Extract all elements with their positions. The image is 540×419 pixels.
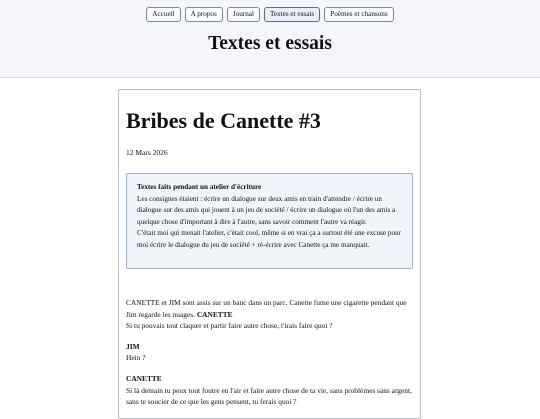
workshop-note-title: Textes faits pendant un atelier d'écriture: [137, 183, 262, 191]
article-card: [118, 89, 421, 419]
nav-item-a-propos[interactable]: A propos: [185, 7, 223, 22]
dialogue-intro: [126, 297, 416, 332]
workshop-note-paragraph: C'était moi qui menait l'atelier, c'était cool, même si en vrai ça a surtout été une excuse pour moi écrire le dialogue du jeu de société + ré-écrire avec Canette ça me manquait.: [137, 229, 402, 249]
article-title: Bribes de Canette #3: [126, 108, 321, 133]
main-nav: [0, 7, 540, 22]
workshop-note: [126, 173, 413, 269]
nav-item-accueil[interactable]: Accueil: [146, 7, 180, 22]
article-date: 12 Mars 2026: [126, 148, 168, 157]
speaker-name: CANETTE: [196, 309, 233, 319]
nav-item-journal[interactable]: Journal: [227, 7, 260, 22]
stage-direction: CANETTE et JIM sont assis sur un banc dans un parc. Canette fume une cigarette pendant que Jim regarde les nuages.: [126, 298, 407, 319]
dialogue-line: Si là demain tu peux tout foutre en l'air et faire autre chose de ta vie, sans problèmes sans argent, sans te soucier de ce que les gens pensent, tu ferais quoi ?: [126, 385, 412, 407]
nav-item-poemes-et-chansons[interactable]: Poèmes et chansons: [324, 7, 394, 22]
page-title: Textes et essais: [208, 33, 332, 54]
nav-item-textes-et-essais[interactable]: Textes et essais: [264, 7, 320, 22]
dialogue-block: [126, 341, 416, 364]
dialogue-body: [126, 297, 416, 417]
site-header: [0, 0, 540, 78]
workshop-note-paragraph: Les consignes étaient : écrire un dialogue sur deux amis en train d'attendre / écrire un dialogue sur des amis qui jouent à un jeu de société / écrire un dialogue où l'un des amis a quelque chose d'important à dire à l'autre, sans savoir comment l'autre va réagir.: [137, 194, 396, 226]
speaker-name: CANETTE: [126, 373, 162, 383]
dialogue-line: Si tu pouvais tout claquer et partir faire autre chose, t'irais faire quoi ?: [126, 321, 333, 331]
speaker-name: JIM: [126, 341, 140, 351]
dialogue-block: [126, 373, 416, 408]
dialogue-line: Hein ?: [126, 353, 146, 363]
